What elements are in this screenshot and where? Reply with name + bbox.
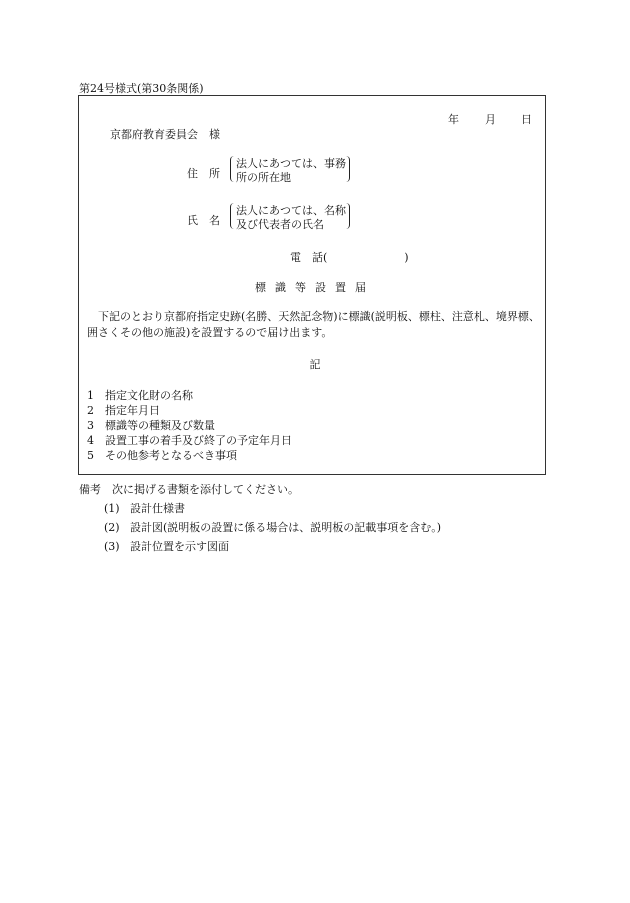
list-item-number: 3 <box>87 419 94 432</box>
remarks-heading: 備考 次に掲げる書類を添付してください。 <box>79 483 299 496</box>
attachment-item <box>104 519 441 535</box>
addressee: 京都府教育委員会 様 <box>110 128 220 141</box>
attachment-number: (2) <box>104 521 120 534</box>
list-item-number: 1 <box>87 389 94 402</box>
name-label: 氏 名 <box>187 214 220 227</box>
list-item-number: 5 <box>87 449 94 462</box>
body-paragraph: 下記のとおり京都府指定史跡(名勝、天然記念物)に標識(説明板、標柱、注意札、境界標、囲さくその他の施設)を設置するので届け出ます。 <box>87 310 540 339</box>
attachment-text: 設計仕様書 <box>130 502 185 515</box>
list-item <box>87 417 215 433</box>
name-bracket <box>230 203 350 229</box>
attachment-text: 設計図(説明板の設置に係る場合は、説明板の記載事項を含む。) <box>130 521 442 534</box>
ki-heading: 記 <box>309 358 321 371</box>
phone-line: 電 話( ) <box>290 251 409 264</box>
list-item-text: 設置工事の着手及び終了の予定年月日 <box>105 434 292 447</box>
form-number: 第24号様式(第30条関係) <box>79 82 204 95</box>
attachment-number: (3) <box>104 540 120 553</box>
list-item-text: 指定文化財の名称 <box>105 389 193 402</box>
list-item-number: 2 <box>87 404 94 417</box>
date-month-label: 月 <box>485 113 496 126</box>
name-note-line1: 法人にあつては、名称 <box>236 204 346 217</box>
date-line <box>448 111 538 125</box>
attachment-number: (1) <box>104 502 120 515</box>
list-item-text: 指定年月日 <box>105 404 160 417</box>
list-item <box>87 432 292 448</box>
list-item-text: その他参考となるべき事項 <box>105 449 237 462</box>
list-item <box>87 402 160 418</box>
address-note-line2: 所の所在地 <box>236 171 291 184</box>
list-item-text: 標識等の種類及び数量 <box>105 419 215 432</box>
document-title: 標識等設置届 <box>255 281 375 294</box>
attachment-text: 設計位置を示す図面 <box>130 540 229 553</box>
address-label: 住 所 <box>187 167 220 180</box>
address-bracket <box>230 156 350 182</box>
address-note-line1: 法人にあつては、事務 <box>236 157 346 170</box>
attachment-item <box>104 538 229 554</box>
list-item <box>87 447 237 463</box>
date-year-label: 年 <box>448 113 459 126</box>
list-item <box>87 387 193 403</box>
list-item-number: 4 <box>87 434 94 447</box>
date-day-label: 日 <box>521 113 532 126</box>
name-note-line2: 及び代表者の氏名 <box>236 218 324 231</box>
attachment-item <box>104 500 185 516</box>
